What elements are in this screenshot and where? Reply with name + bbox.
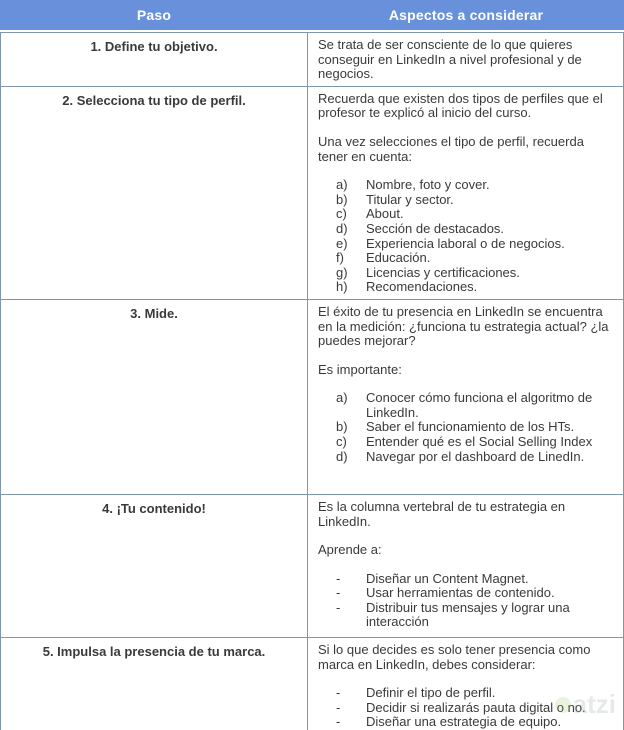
list-marker: a) [336, 390, 348, 406]
paragraph: Una vez selecciones el tipo de perfil, recuerda tener en cuenta: [318, 133, 584, 164]
table-header-row [0, 0, 624, 30]
paragraph: El éxito de tu presencia en LinkedIn se encuentra en la medición: ¿funciona tu estrategia actual? ¿la puedes mejorar? [318, 303, 609, 349]
header-label-paso: Paso [136, 7, 172, 23]
list-item-text: Distribuir tus mensajes y lograr una interacción [366, 599, 570, 630]
aspects-cell-2 [308, 87, 623, 299]
step-cell-1 [1, 33, 308, 86]
table-row-1 [1, 33, 623, 87]
step-label: 1. Define tu objetivo. [90, 39, 218, 54]
aspects-cell-5 [308, 638, 623, 730]
step-label: 3. Mide. [130, 305, 178, 321]
paragraph: Es importante: [318, 361, 402, 377]
table-row-4 [1, 495, 623, 638]
list-item-text: Usar herramientas de contenido. [366, 585, 555, 601]
list-item [336, 207, 613, 222]
list-item [336, 280, 613, 295]
list-item [336, 420, 613, 435]
header-cell-paso [0, 0, 308, 30]
list-item-text: About. [366, 206, 404, 222]
paragraph: Se trata de ser consciente de lo que quieres conseguir en LinkedIn a nivel profesional y de negocios. [318, 37, 582, 82]
header-cell-aspectos [308, 0, 624, 30]
list-item [336, 222, 613, 237]
header-label-aspectos: Aspectos a considerar [388, 7, 544, 23]
list-item [336, 572, 613, 587]
list-marker: a) [336, 177, 348, 193]
step-label: 4. ¡Tu contenido! [102, 500, 206, 516]
list-item-text: Conocer cómo funciona el algoritmo de LinkedIn. [366, 390, 593, 420]
list-item-text: Entender qué es el Social Selling Index [366, 434, 593, 450]
list-marker: - [336, 570, 341, 586]
step-cell-4 [1, 495, 308, 637]
step-label: 2. Selecciona tu tipo de perfil. [62, 92, 246, 108]
list-item-text: Navegar por el dashboard de LinedIn. [366, 448, 585, 464]
list-marker: - [336, 685, 341, 701]
list-item-text: Titular y sector. [366, 191, 454, 207]
list-item-text: Licencias y certificaciones. [366, 264, 520, 280]
list-item-text: Diseñar un Content Magnet. [366, 570, 529, 586]
list-marker: d) [336, 448, 348, 464]
list-item-text: Educación. [366, 250, 431, 266]
paragraph: Si lo que decides es solo tener presencia como marca en LinkedIn, debes considerar: [318, 641, 591, 672]
step-label: 5. Impulsa la presencia de tu marca. [42, 643, 266, 659]
paragraph: Aprende a: [318, 542, 382, 558]
list-marker: - [336, 585, 341, 601]
list-item [336, 266, 613, 281]
list-item-text: Recomendaciones. [366, 279, 478, 295]
list-item-text: Saber el funcionamiento de los HTs. [366, 419, 575, 435]
aspects-cell-4 [308, 495, 623, 637]
watermark-text: atzi [572, 689, 616, 719]
list-item [336, 701, 613, 716]
list-item-text: Decidir si realizarás pauta digital o no. [366, 699, 586, 715]
list-marker: - [336, 699, 341, 715]
list-item [336, 178, 613, 193]
list-marker: g) [336, 264, 348, 280]
list-item-text: Experiencia laboral o de negocios. [366, 235, 565, 251]
list-item [336, 586, 613, 601]
aspects-cell-1 [308, 33, 623, 86]
list-item [336, 237, 613, 252]
aspects-cell-3 [308, 300, 623, 494]
paragraph: Recuerda que existen dos tipos de perfiles que el profesor te explicó al inicio del curso. [318, 90, 603, 121]
list-item [336, 193, 613, 208]
list-marker: b) [336, 191, 348, 207]
list-marker: f) [336, 250, 344, 266]
paragraph: Es la columna vertebral de tu estrategia en LinkedIn. [318, 498, 566, 529]
list-marker: d) [336, 220, 348, 236]
table-body [0, 32, 624, 730]
list-item [336, 686, 613, 701]
list-marker: - [336, 714, 341, 730]
table-row-5 [1, 638, 623, 730]
list-item-text: Definir el tipo de perfil. [366, 685, 496, 701]
list-item [336, 715, 613, 730]
list-marker: b) [336, 419, 348, 435]
list-marker: e) [336, 235, 348, 251]
list-item [336, 251, 613, 266]
list-marker: - [336, 599, 341, 615]
list-item [336, 435, 613, 450]
list-item-text: Sección de destacados. [366, 220, 505, 236]
list-marker: c) [336, 434, 347, 450]
list-item-text: Nombre, foto y cover. [366, 177, 490, 193]
step-cell-2 [1, 87, 308, 299]
step-cell-5 [1, 638, 308, 730]
table-row-3 [1, 300, 623, 495]
list-item [336, 450, 613, 465]
table-row-2 [1, 87, 623, 300]
list-item [336, 601, 613, 630]
list-item [336, 391, 613, 420]
list-marker: c) [336, 206, 347, 222]
list-marker: h) [336, 279, 348, 295]
list-item-text: Diseñar una estrategia de equipo. [366, 714, 562, 730]
step-cell-3 [1, 300, 308, 494]
